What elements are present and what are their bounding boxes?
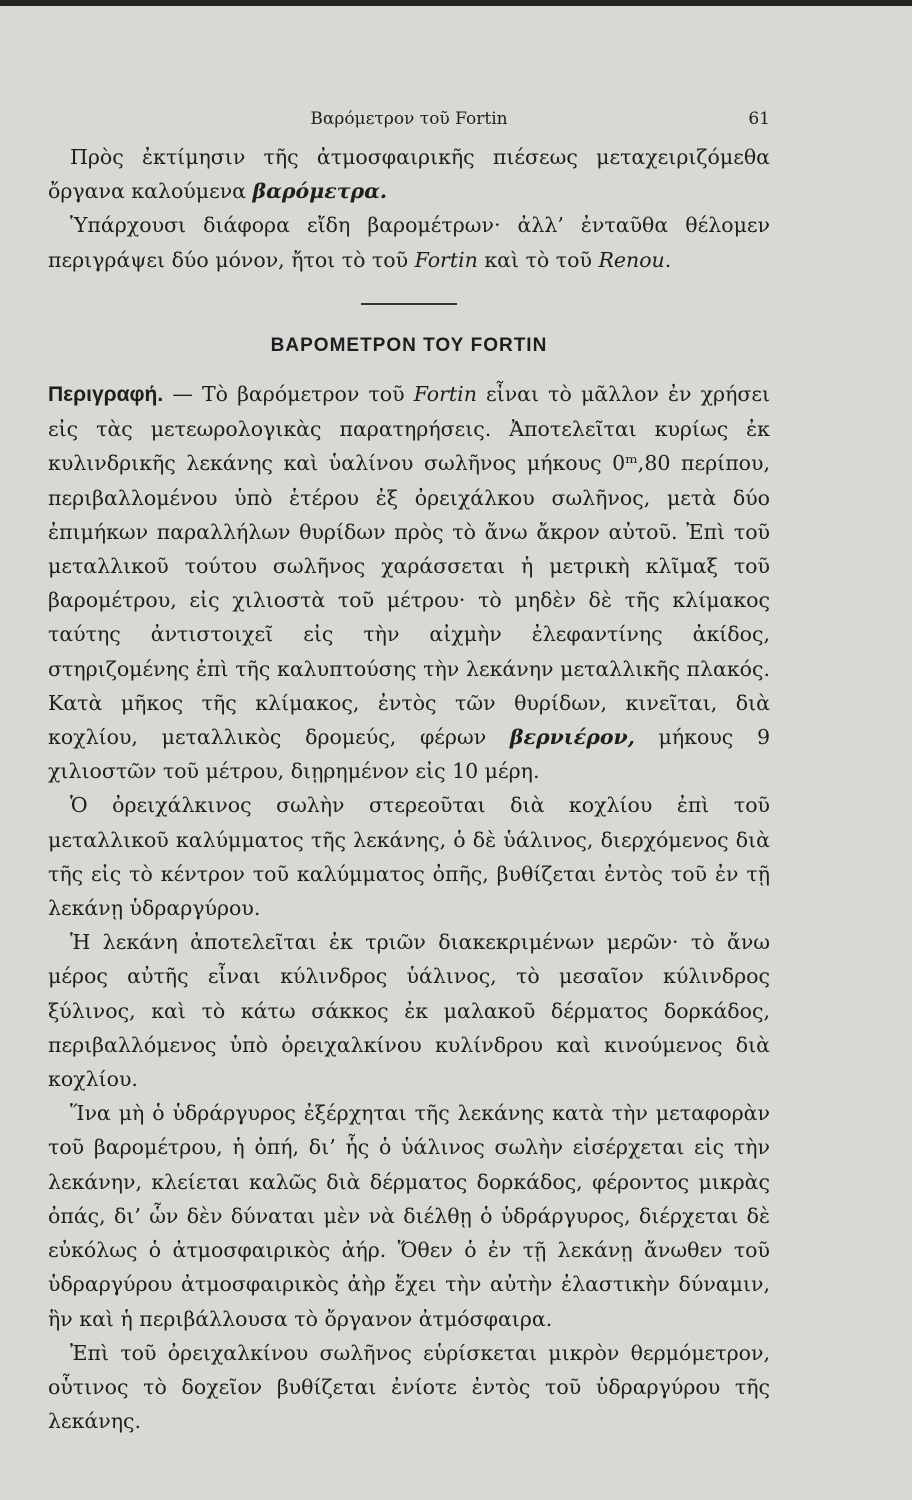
name-fortin: Fortin xyxy=(413,382,477,407)
body-text: — Τὸ βαρόμετρον τοῦ xyxy=(163,382,414,407)
body-text: μήκους 9 χιλιοστῶν τοῦ μέτρου, διῃρημένον εἰς 10 μέρη. xyxy=(48,725,771,784)
intro-paragraph-1 xyxy=(48,140,770,208)
intro-text: καὶ τὸ τοῦ xyxy=(477,247,599,272)
intro-paragraph-2 xyxy=(48,208,770,276)
term-vernier: βερνιέρον, xyxy=(509,725,635,750)
name-renou: Renou. xyxy=(598,247,672,272)
intro-text: Ὑπάρχουσι διάφορα εἴδη βαρομέτρων· ἀλλ’ ἐνταῦθα θέλομεν περιγράψει δύο μόνον, ἤτοι τὸ τοῦ xyxy=(48,213,770,272)
body-text: εἶναι τὸ μᾶλλον ἐν χρήσει εἰς τὰς μετεωρολογικὰς παρατηρήσεις. Ἀποτελεῖται κυρίως ἐκ κυλινδρικῆς λεκάνης καὶ ὑαλίνου σωλῆνος μήκους 0ᵐ,80 περίπου, περιβαλλομένου ὑπὸ ἑτέρου ἐξ ὀρειχάλκου σωλῆνος, μετὰ δύο ἐπιμήκων παραλλήλων θυρίδων πρὸς τὸ ἄνω ἄκρον αὐτοῦ. Ἐπὶ τοῦ μεταλλικοῦ τούτου σωλῆνος χαράσσεται ἡ μετρικὴ κλῖμαξ τοῦ βαρομέτρου, εἰς χιλιοστὰ τοῦ μέτρου· τὸ μηδὲν δὲ τῆς κλίμακος ταύτης ἀντιστοιχεῖ εἰς τὴν αἰχμὴν ἐλεφαντίνης ἀκίδος, στηριζομένης ἐπὶ τῆς καλυπτούσης τὴν λεκάνην μεταλλικῆς πλακός. Κατὰ μῆκος τῆς κλίμακος, ἐντὸς τῶν θυρίδων, κινεῖται, διὰ κοχλίου, μεταλλικὸς δρομεύς, φέρων xyxy=(48,382,770,750)
body-paragraph: Ἡ λεκάνη ἀποτελεῖται ἐκ τριῶν διακεκριμένων μερῶν· τὸ ἄνω μέρος αὐτῆς εἶναι κύλινδρος ὑάλινος, τὸ μεσαῖον κύλινδρος ξύλινος, καὶ τὸ κάτω σάκκος ἐκ μαλακοῦ δέρματος δορκάδος, περιβαλλόμενος ὑπὸ ὀρειχαλκίνου κυλίνδρου καὶ κινούμενος διὰ κοχλίου. xyxy=(48,930,770,1092)
body-paragraph: Ἐπὶ τοῦ ὀρειχαλκίνου σωλῆνος εὑρίσκεται μικρὸν θερμόμετρον, οὗτινος τὸ δοχεῖον βυθίζεται ἐνίοτε ἐντὸς τοῦ ὑδραργύρου τῆς λεκάνης. xyxy=(48,1340,770,1434)
description-paragraph xyxy=(48,377,770,788)
intro-text: Πρὸς ἐκτίμησιν τῆς ἀτμοσφαιρικῆς πιέσεως μεταχειριζόμεθα ὄργανα καλούμενα xyxy=(48,145,770,204)
body-paragraph: Ὁ ὀρειχάλκινος σωλὴν στερεοῦται διὰ κοχλίου ἐπὶ τοῦ μεταλλικοῦ καλύμματος τῆς λεκάνης, ὁ δὲ ὑάλινος, διερχόμενος διὰ τῆς εἰς τὸ κέντρον τοῦ καλύμματος ὀπῆς, βυθίζεται ἐντὸς τοῦ ἐν τῇ λεκάνῃ ὑδραργύρου. xyxy=(48,793,770,921)
lead-heading: Περιγραφή. xyxy=(48,383,164,407)
section-divider xyxy=(361,303,457,305)
book-page xyxy=(48,100,770,1438)
running-head xyxy=(48,100,770,130)
body-paragraph: Ἵνα μὴ ὁ ὑδράργυρος ἐξέρχηται τῆς λεκάνης κατὰ τὴν μεταφορὰν τοῦ βαρομέτρου, ἡ ὀπή, δι’ ἧς ὁ ὑάλινος σωλὴν εἰσέρχεται εἰς τὴν λεκάνην, κλείεται καλῶς διὰ δέρματος δορκάδος, φέροντος μικρὰς ὀπάς, δι’ ὧν δὲν δύναται μὲν νὰ διέλθῃ ὁ ὑδράργυρος, διέρχεται δὲ εὐκόλως ὁ ἀτμοσφαιρικὸς ἀήρ. Ὅθεν ὁ ἐν τῇ λεκάνῃ ἄνωθεν τοῦ ὑδραργύρου ἀτμοσφαιρικὸς ἀὴρ ἔχει τὴν αὐτὴν ἐλαστικὴν δύναμιν, ἣν καὶ ἡ περιβάλλουσα τὸ ὄργανον ἀτμόσφαιρα. xyxy=(48,1101,770,1331)
page-top-border xyxy=(0,0,912,6)
term-barometra: βαρόμετρα. xyxy=(252,179,388,204)
section-title: ΒΑΡΟΜΕΤΡΟΝ ΤΟΥ FORTIN xyxy=(270,334,548,356)
name-fortin: Fortin xyxy=(414,247,478,272)
running-head-title: Βαρόμετρον τοῦ Fortin xyxy=(310,109,508,129)
page-number: 61 xyxy=(748,109,770,129)
